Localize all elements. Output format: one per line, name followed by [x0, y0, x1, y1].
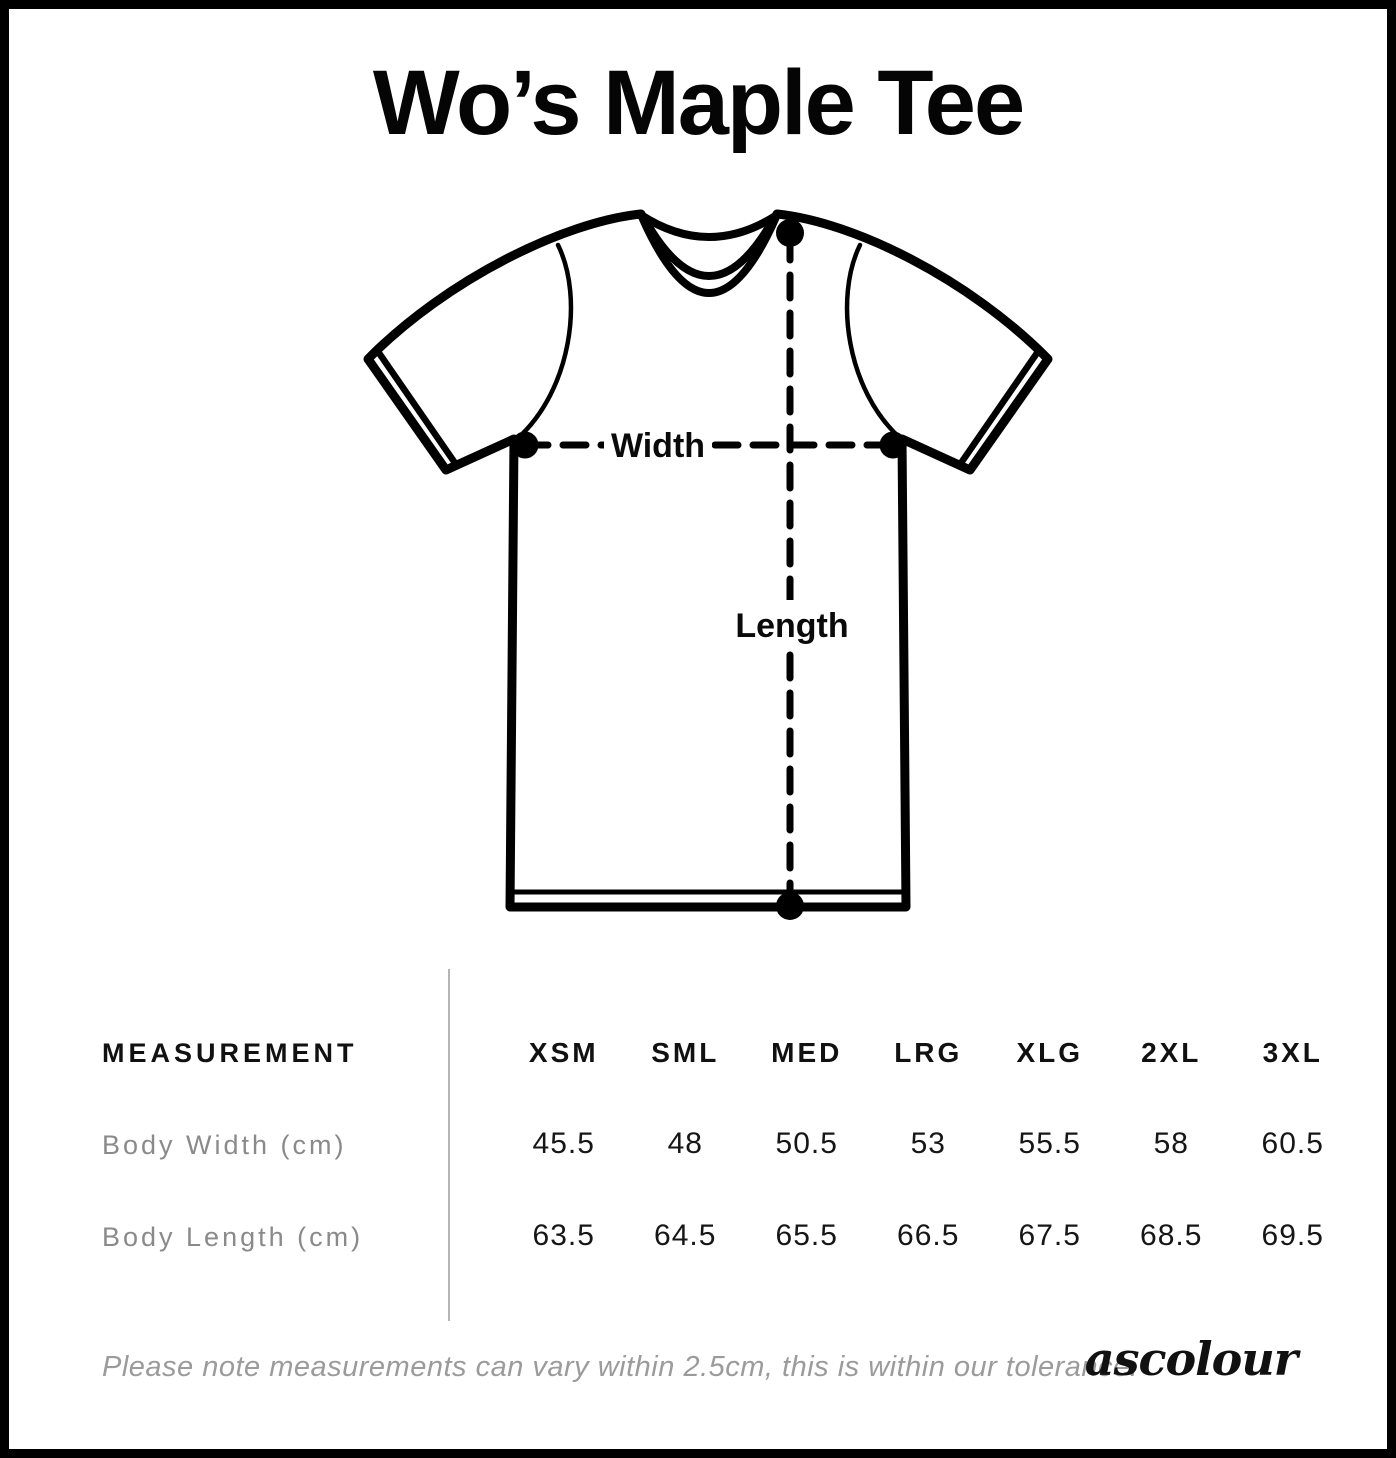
- cell-body-width-med: 50.5: [775, 1127, 838, 1160]
- size-header-2xl: 2XL: [1141, 1037, 1202, 1068]
- measure-point-hem: [776, 892, 804, 920]
- cell-body-width-3xl: 60.5: [1261, 1127, 1324, 1160]
- row-label-body-length: Body Length (cm): [102, 1222, 364, 1252]
- cell-body-width-xsm: 45.5: [532, 1127, 595, 1160]
- right-cuff-line: [961, 353, 1037, 463]
- length-label: Length: [735, 607, 849, 645]
- cell-body-length-lrg: 66.5: [897, 1219, 960, 1252]
- cell-body-length-xsm: 63.5: [532, 1219, 595, 1252]
- table-row-body-length: [503, 1220, 1354, 1252]
- left-armhole-seam: [518, 245, 571, 438]
- table-row-body-width: [503, 1128, 1354, 1160]
- cell-body-length-xlg: 67.5: [1018, 1219, 1081, 1252]
- page-title: Wo’s Maple Tee: [372, 52, 1024, 154]
- cell-body-length-sml: 64.5: [654, 1219, 717, 1252]
- cell-body-width-xlg: 55.5: [1018, 1127, 1081, 1160]
- row-label-body-width: Body Width (cm): [102, 1130, 347, 1160]
- size-header-sml: SML: [651, 1037, 720, 1068]
- size-header-3xl: 3XL: [1262, 1037, 1323, 1068]
- width-label: Width: [610, 427, 706, 465]
- size-header-lrg: LRG: [894, 1037, 963, 1068]
- cell-body-length-3xl: 69.5: [1261, 1219, 1324, 1252]
- right-armhole-seam: [847, 245, 900, 438]
- brand-logo: ascolour: [1084, 1332, 1297, 1386]
- table-divider: [448, 969, 450, 1321]
- measure-point-left-armpit: [512, 432, 539, 459]
- left-cuff-line: [379, 353, 455, 463]
- measure-point-shoulder: [776, 219, 804, 247]
- cell-body-width-sml: 48: [667, 1127, 703, 1160]
- cell-body-width-lrg: 53: [910, 1127, 946, 1160]
- collar-back-arc: [641, 215, 777, 237]
- size-header-med: MED: [771, 1037, 843, 1068]
- cell-body-length-2xl: 68.5: [1140, 1219, 1203, 1252]
- measurement-header: MEASUREMENT: [102, 1038, 358, 1068]
- tshirt-outline: [368, 214, 1048, 907]
- size-header-xsm: XSM: [528, 1037, 599, 1068]
- measure-point-right-armpit: [880, 432, 907, 459]
- cell-body-length-med: 65.5: [775, 1219, 838, 1252]
- cell-body-width-2xl: 58: [1153, 1127, 1189, 1160]
- size-header-xlg: XLG: [1016, 1037, 1084, 1068]
- tolerance-note: Please note measurements can vary within 2.5cm, this is within our tolerance.: [102, 1351, 1139, 1383]
- size-header-row: [503, 1037, 1354, 1069]
- tshirt-diagram: [330, 180, 1088, 943]
